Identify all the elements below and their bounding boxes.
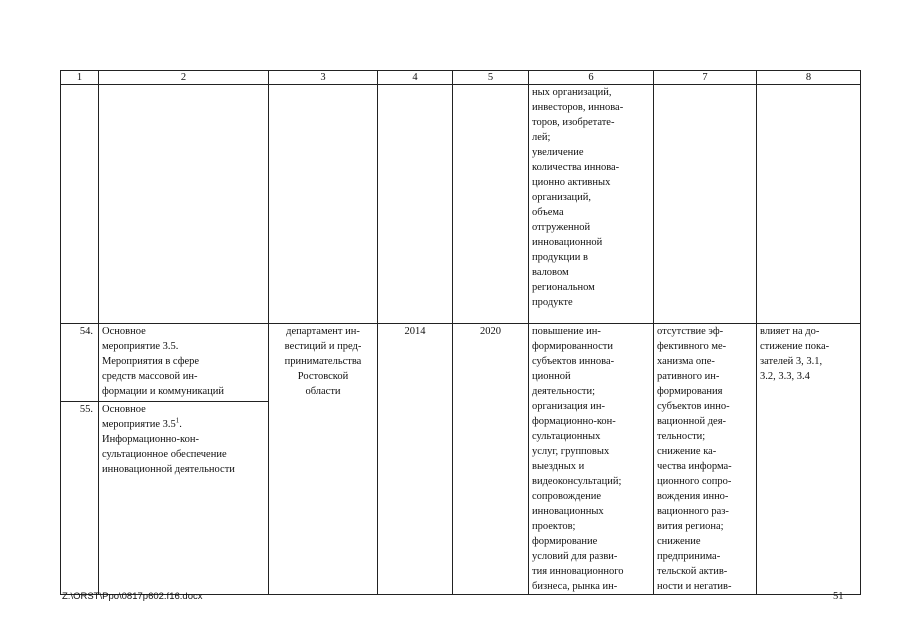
column-number-row xyxy=(61,71,861,85)
indicator-relation-cell: влияет на до- стижение пока- зателей 3, 3.1, 3.2, 3.3, 3.4 xyxy=(757,324,861,595)
consequences-cell: отсутствие эф- фективного ме- ханизма опе- ративного ин- формирования субъектов инно- вационной дея- тельности; снижение ка- чества информа- ционного сопро- вождения инно- вационного раз- вития региона; снижение предпринима- тельской актив- ности и негатив- xyxy=(654,324,757,595)
col-header-2: 2 xyxy=(99,71,269,85)
measure-name-55-prefix: Основное мероприятие 3.5 xyxy=(102,403,176,430)
result-continuation-cell: ных организаций, инвесторов, иннова- торов, изобретате- лей; увеличение количества иннова- ционно активных организаций, объема отгруженной инновационной продукции в валовом региональном продукте xyxy=(529,85,654,324)
row-number-54: 54. xyxy=(61,324,99,402)
cell-empty xyxy=(453,85,529,324)
measure-name-55 xyxy=(99,401,269,594)
table-row-54 xyxy=(61,324,861,402)
page-number: 51 xyxy=(833,591,844,602)
cell-empty xyxy=(654,85,757,324)
table-row-continuation xyxy=(61,85,861,324)
cell-empty xyxy=(378,85,453,324)
footer-file-path: Z:\ORST\Ppo\0817p602.f16.docx xyxy=(62,591,203,602)
executor-cell: департамент ин- вестиций и пред- принимательства Ростовской области xyxy=(269,324,378,595)
footnote-superscript: 1 xyxy=(175,416,180,425)
cell-empty xyxy=(757,85,861,324)
col-header-3: 3 xyxy=(269,71,378,85)
measures-table xyxy=(60,70,861,595)
col-header-5: 5 xyxy=(453,71,529,85)
cell-empty xyxy=(61,85,99,324)
measure-name-54: Основное мероприятие 3.5. Мероприятия в сфере средств массовой ин- формации и коммуникаций xyxy=(99,324,269,402)
start-year-cell: 2014 xyxy=(378,324,453,595)
measure-name-55-suffix: . Информационно-кон- сультационное обеспечение инновационной деятельности xyxy=(102,418,235,475)
cell-empty xyxy=(99,85,269,324)
col-header-6: 6 xyxy=(529,71,654,85)
col-header-4: 4 xyxy=(378,71,453,85)
row-number-55: 55. xyxy=(61,401,99,594)
col-header-7: 7 xyxy=(654,71,757,85)
col-header-8: 8 xyxy=(757,71,861,85)
expected-result-cell: повышение ин- формированности субъектов иннова- ционной деятельности; организация ин- формационно-кон- сультационных услуг, групповых выездных и видеоконсультаций; сопровождение инновационных проектов; формирование условий для разви- тия инновационного бизнеса, рынка ин- xyxy=(529,324,654,595)
end-year-cell: 2020 xyxy=(453,324,529,595)
col-header-1: 1 xyxy=(61,71,99,85)
cell-empty xyxy=(269,85,378,324)
